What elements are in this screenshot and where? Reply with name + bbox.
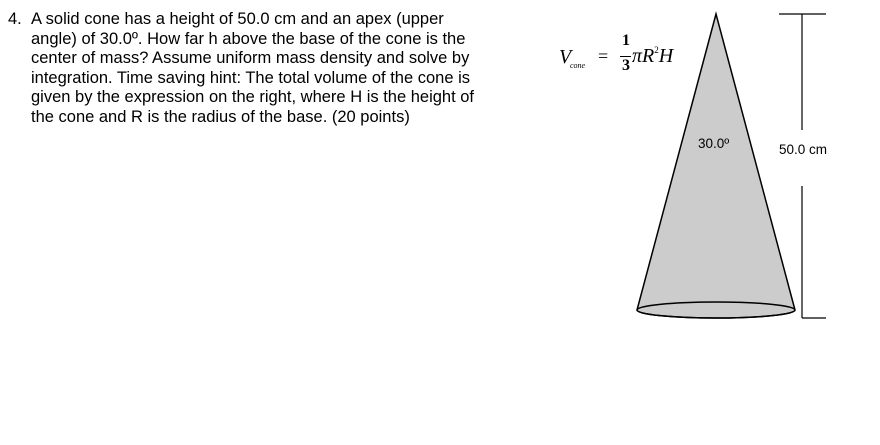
formula-lhs: V [559, 46, 572, 68]
formula-denominator: 3 [622, 57, 630, 74]
problem-line: the cone and R is the radius of the base. (20 points) [31, 107, 410, 126]
formula-lhs-subscript: cone [570, 61, 586, 70]
problem-line: angle) of 30.0º. How far h above the base of the cone is the [31, 29, 466, 48]
formula-exponent: 2 [654, 45, 659, 55]
problem-line: given by the expression on the right, where H is the height of [31, 88, 475, 107]
formula-numerator: 1 [622, 32, 630, 49]
apex-angle-label: 30.0º [698, 136, 730, 151]
formula-rhs-pre: πR [632, 45, 655, 67]
problem-line: A solid cone has a height of 50.0 cm and an apex (upper [31, 10, 444, 28]
height-label: 50.0 cm [779, 142, 828, 157]
problem-line: integration. Time saving hint: The total volume of the cone is [31, 68, 471, 87]
problem-number: 4. [8, 10, 22, 28]
problem-line: center of mass? Assume uniform mass density and solve by [31, 49, 470, 68]
cone-body [637, 14, 795, 318]
formula-equals: = [598, 46, 609, 66]
formula-rhs-post: H [658, 45, 674, 67]
